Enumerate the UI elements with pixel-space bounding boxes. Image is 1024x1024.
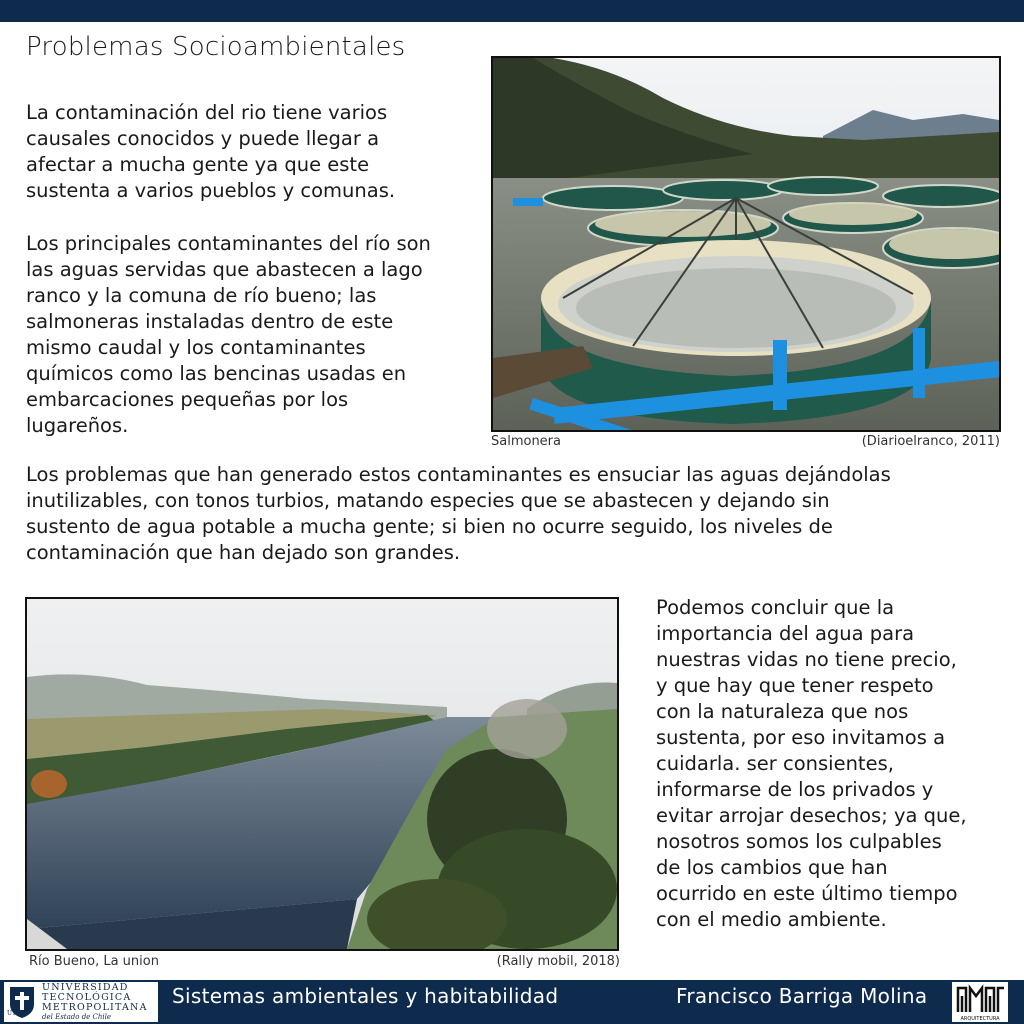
salmonera-source: (Diarioelranco, 2011) xyxy=(861,434,1000,449)
author-name: Francisco Barriga Molina xyxy=(676,984,928,1008)
utem-abbr: UTEM xyxy=(7,1010,27,1017)
conclusion-paragraph: Podemos concluir que la importancia del agua para nuestras vidas no tiene precio, y que hay que tener respeto con la naturaleza que nos sustenta, por eso invitamos a cuidarla. ser consientes, informarse de los privados y evitar arrojar desechos; ya que, nosotros somos los culpables de los cambios que han ocurrido en este último tiempo con el medio ambiente. xyxy=(656,596,967,931)
salmonera-caption: Salmonera xyxy=(491,434,561,449)
university-line-3: METROPOLITANA xyxy=(42,1001,148,1013)
university-line-1: UNIVERSIDAD xyxy=(42,981,129,993)
effects-paragraph: Los problemas que han generado estos contaminantes es ensuciar las aguas dejándolas inutilizables, con tonos turbios, matando especies que se abastecen y dejando sin sustento de agua potable a mucha gente; si bien no ocurre seguido, los niveles de contaminación que han dejado son grandes. xyxy=(26,463,891,564)
river-photo xyxy=(25,597,619,951)
intro-paragraph: La contaminación del rio tiene varios causales conocidos y puede llegar a afectar a mucha gente ya que este sustenta a varios pueblos y comunas. xyxy=(26,101,396,202)
salmonera-photo xyxy=(491,56,1001,432)
river-caption: Río Bueno, La union xyxy=(29,954,159,969)
top-banner xyxy=(0,0,1024,22)
university-line-4: del Estado de Chile xyxy=(42,1012,112,1021)
arquitectura-label: ARQUITECTURA xyxy=(960,1016,1000,1022)
river-source: (Rally mobil, 2018) xyxy=(496,954,620,969)
utem-shield-icon xyxy=(7,984,37,1020)
university-logo xyxy=(4,982,158,1022)
course-name: Sistemas ambientales y habitabilidad xyxy=(172,984,559,1008)
contaminants-paragraph: Los principales contaminantes del río son las aguas servidas que abastecen a lago ranco y la comuna de río bueno; las salmoneras instaladas dentro de este mismo caudal y los contaminantes químicos como las bencinas usadas en embarcaciones pequeñas por los lugareños. xyxy=(26,232,431,437)
footer-bar xyxy=(0,980,1024,1024)
page-title: Problemas Socioambientales xyxy=(26,32,406,62)
university-line-2: TECNOLÓGICA xyxy=(42,991,132,1003)
arquitectura-logo xyxy=(952,982,1008,1022)
